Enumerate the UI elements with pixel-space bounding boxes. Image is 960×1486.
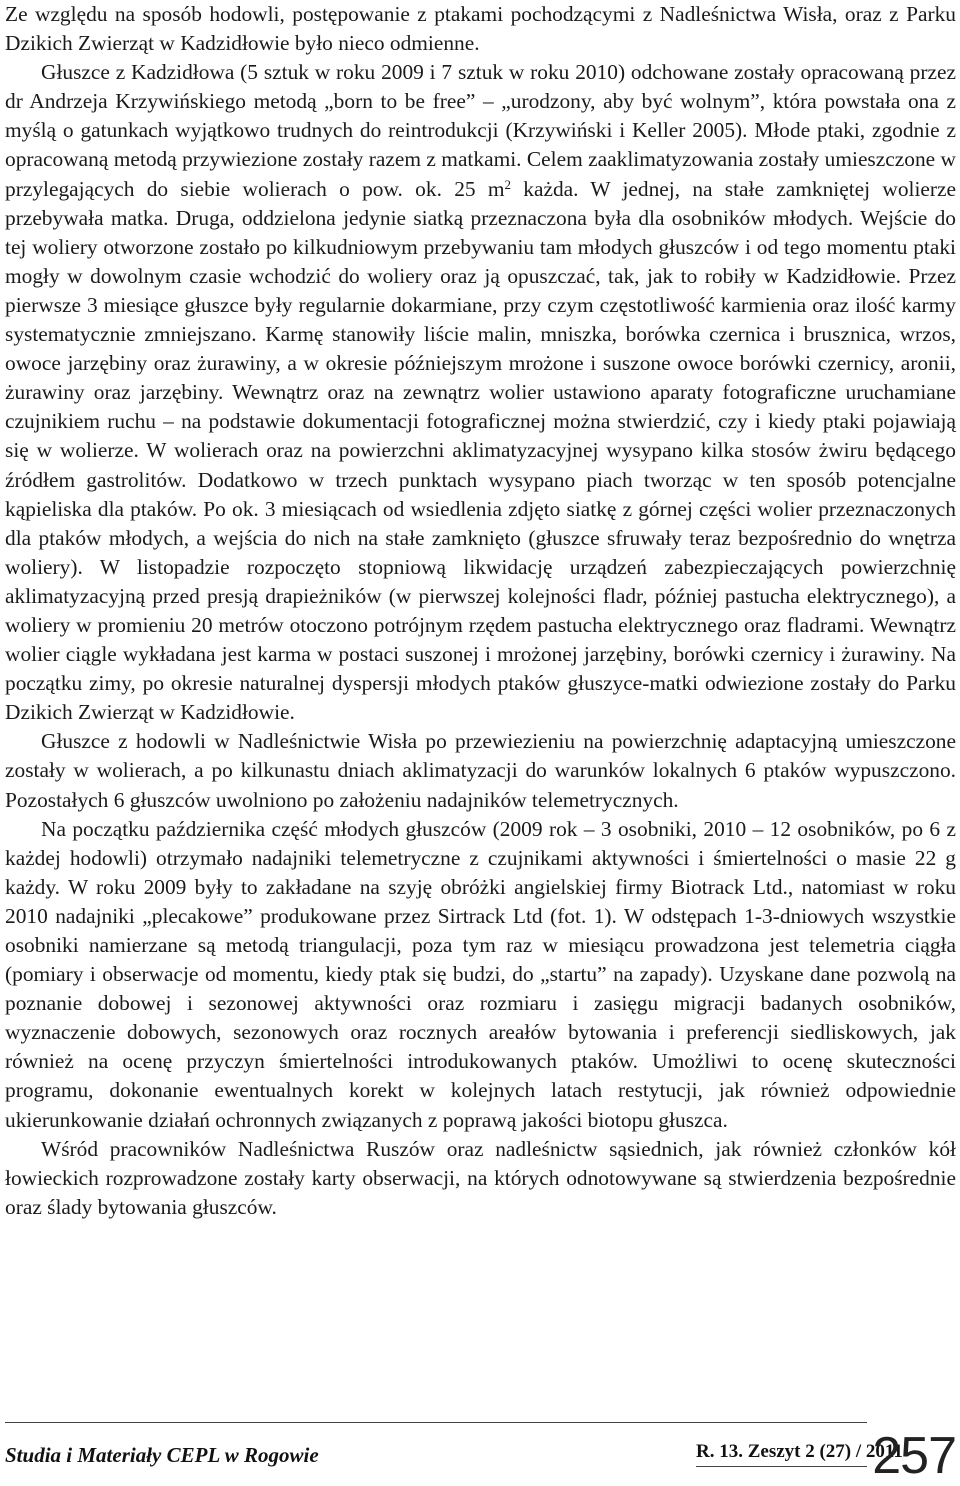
paragraph-2-part-a: Głuszce z Kadzidłowa (5 sztuk w roku 2009 i 7 sztuk w roku 2010) odchowane zostały opracowaną przez dr Andrzeja Krzywińskiego metodą „born to be free” – „urodzony, aby być wolnym”, która powstała ona z myślą o gatunkach wyjątkowo trudnych do reintrodukcji (Krzywiński i Keller 2005). Młode ptaki, zgodnie z opracowaną metodą przywiezione zostały razem z matkami. Celem zaaklimatyzowania zostały umieszczone w przylegających do siebie wolierach o pow. ok. 25 m [5, 60, 956, 201]
paragraph-2 [5, 58, 956, 727]
journal-title: Studia i Materiały CEPL w Rogowie [5, 1443, 319, 1467]
page-number: 257 [872, 1427, 956, 1485]
paragraph-3: Głuszce z hodowli w Nadleśnictwie Wisła po przewiezieniu na powierzchnię adaptacyjną umieszczone zostały w wolierach, a po kilkunastu dniach aklimatyzacji do warunków lokalnych 6 ptaków wypuszczono. Pozostałych 6 głuszców uwolniono po założeniu nadajników telemetrycznych. [5, 729, 956, 812]
paragraph-2-part-b: każda. W jednej, na stałe zamkniętej wolierze przebywała matka. Druga, oddzielona jedynie siatką przeznaczona była dla osobników młodych. Wejście do tej woliery otworzone zostało po kilkudniowym przebywaniu tam młodych głuszców i od tego momentu ptaki mogły w dowolnym czasie wchodzić do woliery oraz ją opuszczać, tak, jak to robiły w Kadzidłowie. Przez pierwsze 3 miesiące głuszce były regularnie dokarmiane, przy czym częstotliwość karmienia oraz ilość karmy systematycznie zmniejszano. Karmę stanowiły liście malin, mniszka, borówka czernica i brusznica, wrzos, owoce jarzębiny oraz żurawiny, a w okresie późniejszym mrożone i suszone owoce borówki czernicy, aronii, żurawiny oraz jarzębiny. Wewnątrz oraz na zewnątrz wolier ustawiono aparaty fotograficzne uruchamiane czujnikiem ruchu – na podstawie dokumentacji fotograficznej można stwierdzić, czy i kiedy ptaki pojawiają się w wolierze. W wolierach oraz na powierzchni aklimatyzacyjnej wysypano kilka stosów żwiru będącego źródłem gastrolitów. Dodatkowo w trzech punktach wysypano piach tworząc w ten sposób potencjalne kąpieliska dla ptaków. Po ok. 3 miesiącach od wsiedlenia zdjęto siatkę z górnej części wolier przeznaczonych dla ptaków młodych, a wejścia do nich na stałe zamknięto (głuszce sfruwały teraz bezpośrednio do wnętrza woliery). W listopadzie rozpoczęto stopniową likwidację urządzeń zabezpieczających powierzchnię aklimatyzacyjną przed presją drapieżników (w pierwszej kolejności fladr, później pastucha elektrycznego), a woliery w promieniu 20 metrów otoczono potrójnym rzędem pastucha elektrycznego oraz fladrami. Wewnątrz wolier ciągle wykładana jest karma w postaci suszonej i mrożonej jarzębiny, borówki czernicy i żurawiny. Na początku zimy, po okresie naturalnej dyspersji młodych ptaków głuszyce-matki odwiezione zostały do Parku Dzikich Zwierząt w Kadzidłowie. [5, 176, 957, 725]
paragraph-4: Na początku października część młodych głuszców (2009 rok – 3 osobniki, 2010 – 12 osobników, po 6 z każdej hodowli) otrzymało nadajniki telemetryczne z czujnikami aktywności i śmiertelności o masie 22 g każdy. W roku 2009 były to zakładane na szyję obróżki angielskiej firmy Biotrack Ltd., natomiast w roku 2010 nadajniki „plecakowe” produkowane przez Sirtrack Ltd (fot. 1). W odstępach 1-3-dniowych wszystkie osobniki namierzane są metodą triangulacji, poza tym raz w miesiącu prowadzona jest telemetria ciągła (pomiary i obserwacje od momentu, kiedy ptak się budzi, do „startu” na zapady). Uzyskane dane pozwolą na poznanie dobowej i sezonowej aktywności oraz rozmiaru i zasięgu migracji badanych osobników, wyznaczenie dobowych, sezonowych oraz rocznych areałów bytowania i preferencji siedliskowych, jak również na ocenę przyczyn śmiertelności introdukowanych ptaków. Umożliwi to ocenę skuteczności programu, dokonanie ewentualnych korekt w kolejnych latach restytucji, jak również odpowiednie ukierunkowanie działań ochronnych związanych z poprawą jakości biotopu głuszca. [5, 816, 956, 1132]
article-body [5, 0, 956, 1222]
issue-info: R. 13. Zeszyt 2 (27) / 2011 [696, 1441, 903, 1462]
paragraph-5: Wśród pracowników Nadleśnictwa Ruszów oraz nadleśnictw sąsiednich, jak również członków kół łowieckich rozprowadzone zostały karty obserwacji, na których odnotowywane są stwierdzenia bezpośrednie oraz ślady bytowania głuszców. [5, 1136, 956, 1219]
footer-divider [5, 1422, 867, 1423]
superscript-squared: 2 [504, 176, 511, 192]
paragraph-1: Ze względu na sposób hodowli, postępowanie z ptakami pochodzącymi z Nadleśnictwa Wisła, oraz z Parku Dzikich Zwierząt w Kadzidłowie było nieco odmienne. [5, 2, 956, 56]
issue-underline [696, 1466, 867, 1467]
